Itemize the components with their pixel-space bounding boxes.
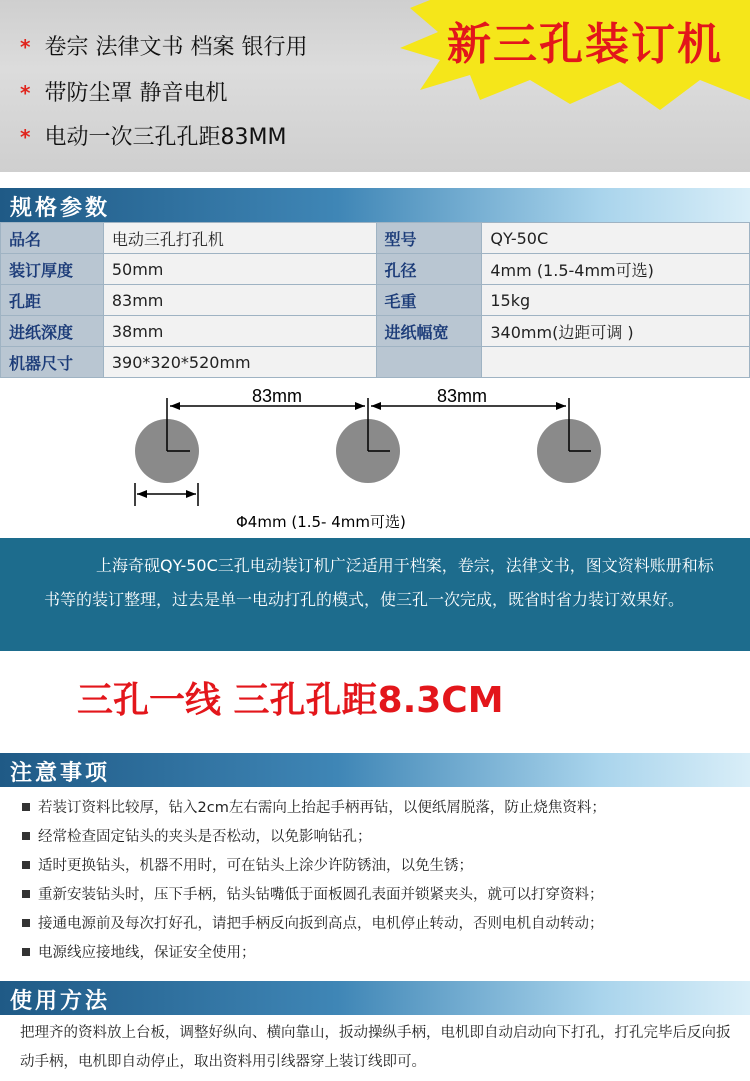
slogan: 三孔一线 三孔孔距8.3CM: [77, 680, 504, 721]
feature-text: 卷宗 法律文书 档案 银行用: [44, 35, 308, 60]
note-text: 电源线应接地线，保证安全使用；: [38, 945, 256, 961]
arrow-head: [355, 402, 365, 410]
red-star-icon: *: [20, 81, 31, 105]
note-text: 适时更换钻头，机器不用时，可在钻头上涂少许防锈油，以免生锈；: [38, 858, 473, 874]
arrow-head: [137, 490, 147, 498]
note-text: 经常检查固定钻头的夹头是否松动，以免影响钻孔；: [38, 829, 372, 845]
list-item: [22, 794, 742, 823]
spec-value: 38mm: [103, 316, 376, 347]
spec-label: [376, 347, 482, 378]
arrow-head: [186, 490, 196, 498]
spec-value: 390*320*520mm: [103, 347, 376, 378]
section-title: 注意事项: [10, 761, 111, 786]
bullet-icon: [22, 832, 30, 840]
usage-section-header: [0, 981, 750, 1015]
feature-line: [20, 76, 227, 107]
bullet-icon: [22, 803, 30, 811]
description-band: [0, 538, 750, 651]
specs-section-header: [0, 188, 750, 222]
list-item: [22, 910, 742, 939]
list-item: [22, 939, 742, 968]
spec-table: [0, 222, 750, 378]
spec-label: 机器尺寸: [1, 347, 104, 378]
divider: [0, 172, 750, 186]
spec-label: 装订厚度: [1, 254, 104, 285]
section-title: 规格参数: [10, 196, 111, 221]
spec-value: 15kg: [482, 285, 750, 316]
spacing-label: 83mm: [437, 386, 488, 406]
list-item: [22, 881, 742, 910]
diameter-label: Φ4mm (1.5- 4mm可选): [236, 513, 406, 531]
notes-section-header: [0, 753, 750, 787]
list-item: [22, 852, 742, 881]
feature-text: 电动一次三孔孔距83MM: [44, 125, 287, 150]
spec-label: 进纸幅宽: [376, 316, 482, 347]
feature-line: [20, 120, 286, 151]
table-row: [1, 347, 750, 378]
table-row: [1, 223, 750, 254]
arrow-head: [170, 402, 180, 410]
note-text: 重新安装钻头时，压下手柄，钻头钻嘴低于面板圆孔表面并锁紧夹头，就可以打穿资料；: [38, 887, 604, 903]
hole-spacing-diagram: [0, 378, 750, 538]
red-star-icon: *: [20, 125, 31, 149]
feature-line: [20, 30, 307, 61]
spec-value: [482, 347, 750, 378]
spec-value: 340mm(边距可调 ): [482, 316, 750, 347]
product-title: 新三孔装订机: [447, 19, 723, 70]
section-title: 使用方法: [10, 989, 111, 1014]
spec-value: 4mm (1.5-4mm可选): [482, 254, 750, 285]
spec-label: 型号: [376, 223, 482, 254]
table-row: [1, 254, 750, 285]
usage-text: 把理齐的资料放上台板，调整好纵向、横向靠山，扳动操纵手柄，电机即自动启动向下打孔，打孔完毕后反向扳动手柄，电机即自动停止，取出资料用引线器穿上装订线即可。: [20, 1025, 731, 1070]
spec-value: 50mm: [103, 254, 376, 285]
spec-label: 孔径: [376, 254, 482, 285]
table-row: [1, 316, 750, 347]
top-banner: [0, 0, 750, 172]
notes-list: [22, 794, 742, 968]
bullet-icon: [22, 890, 30, 898]
spec-label: 毛重: [376, 285, 482, 316]
table-row: [1, 285, 750, 316]
spacing-label: 83mm: [252, 386, 303, 406]
red-star-icon: *: [20, 35, 31, 59]
list-item: [22, 823, 742, 852]
note-text: 若装订资料比较厚，钻入2cm左右需向上抬起手柄再钻，以便纸屑脱落，防止烧焦资料；: [38, 800, 606, 816]
bullet-icon: [22, 948, 30, 956]
arrow-head: [556, 402, 566, 410]
note-text: 接通电源前及每次打好孔，请把手柄反向扳到高点，电机停止转动，否则电机自动转动；: [38, 916, 604, 932]
feature-text: 带防尘罩 静音电机: [44, 81, 228, 106]
spec-label: 孔距: [1, 285, 104, 316]
spec-value: 电动三孔打孔机: [103, 223, 376, 254]
arrow-head: [371, 402, 381, 410]
description-text: 上海奇砚QY-50C三孔电动装订机广泛适用于档案，卷宗，法律文书，图文资料账册和标书等的装订整理，过去是单一电动打孔的模式，使三孔一次完成，既省时省力装订效果好。: [44, 556, 714, 609]
spec-label: 进纸深度: [1, 316, 104, 347]
spec-value: QY-50C: [482, 223, 750, 254]
spec-label: 品名: [1, 223, 104, 254]
spec-value: 83mm: [103, 285, 376, 316]
bullet-icon: [22, 919, 30, 927]
bullet-icon: [22, 861, 30, 869]
